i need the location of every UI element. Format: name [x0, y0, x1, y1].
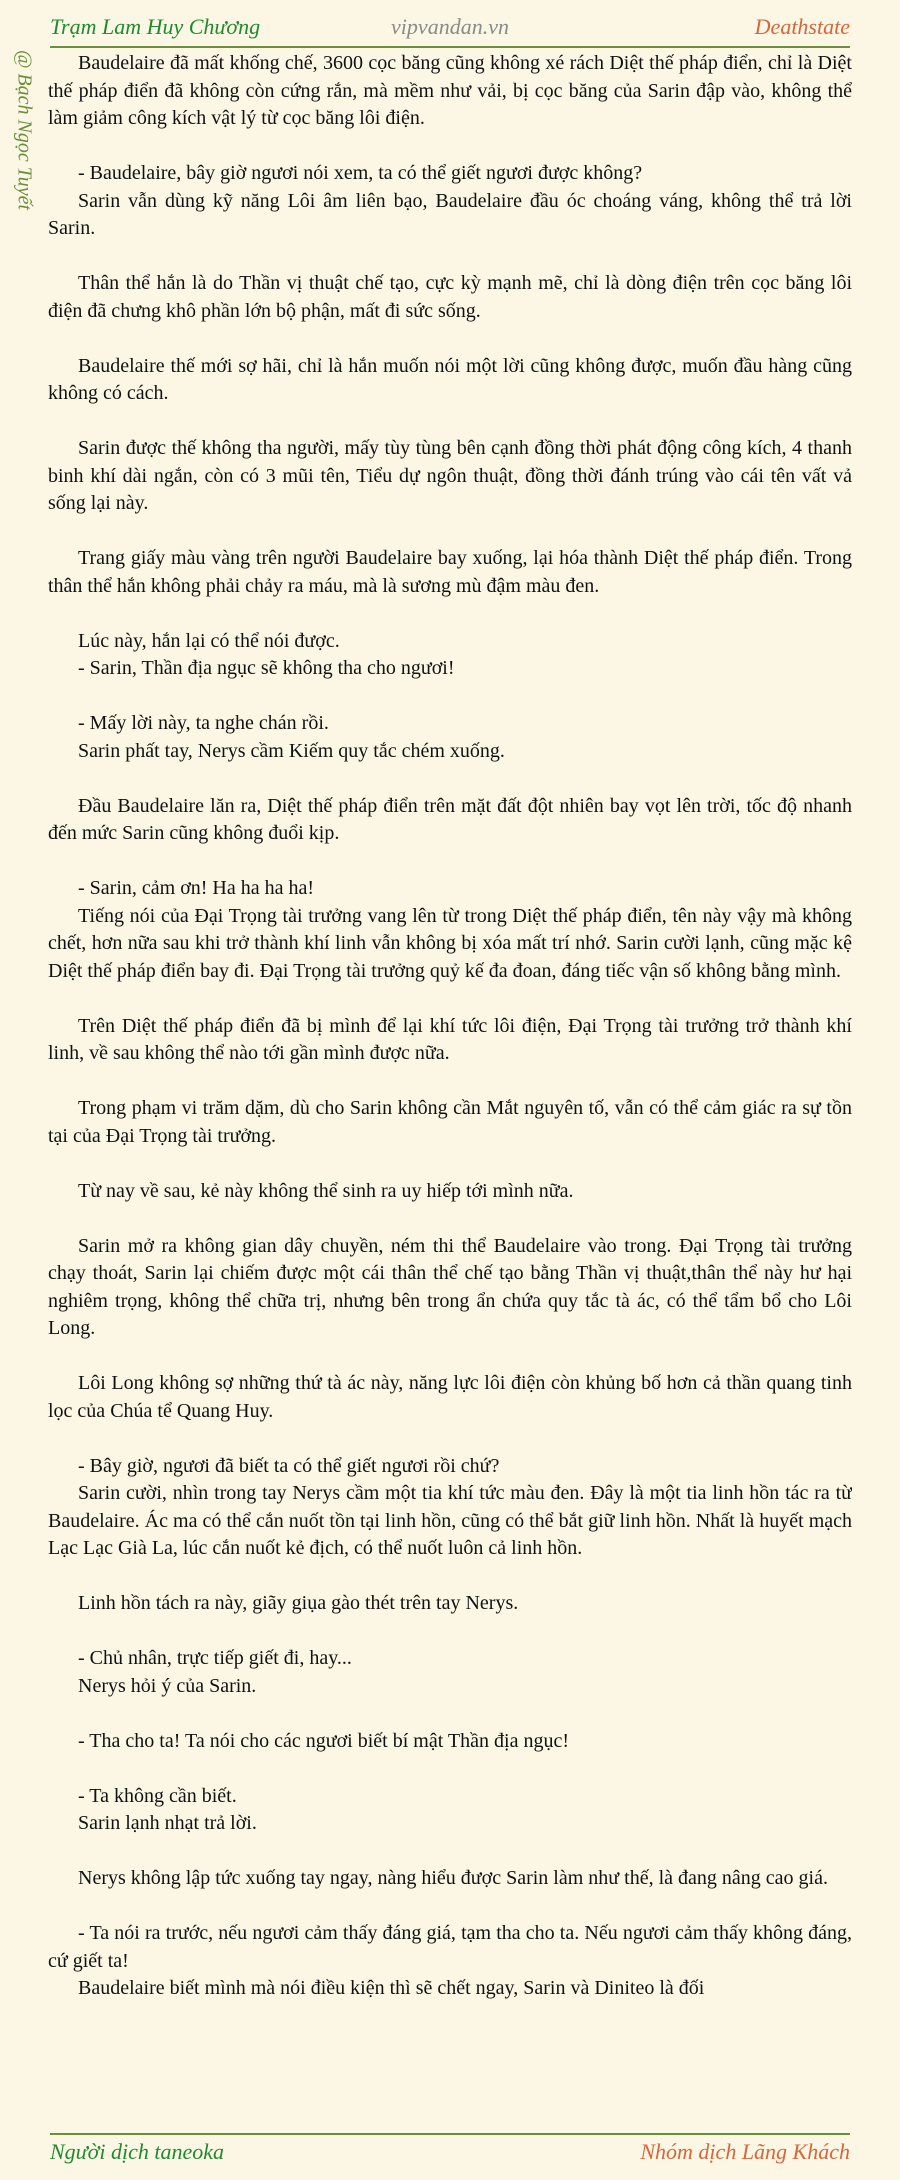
footer-translator: Người dịch taneoka: [50, 2139, 225, 2164]
paragraph: - Tha cho ta! Ta nói cho các ngươi biết bí mật Thần địa ngục!: [78, 1729, 569, 1752]
page-header: [50, 0, 850, 48]
paragraph: [48, 1755, 852, 1783]
side-watermark: [4, 50, 44, 270]
paragraph: - Ta không cần biết.: [78, 1784, 237, 1807]
paragraph: Baudelaire thế mới sợ hãi, chỉ là hắn muốn nói một lời cũng không được, muốn đầu hàng cũng không có cách.: [48, 354, 852, 404]
paragraph: Tiếng nói của Đại Trọng tài trưởng vang lên từ trong Diệt thế pháp điển, tên này vậy mà không chết, hơn nữa sau khi trở thành khí linh vẫn không bị xóa mất trí nhớ. Sarin cười lạnh, cũng mặc kệ Diệt thế pháp điển bay đi. Đại Trọng tài trưởng quỷ kế đa đoan, đáng tiếc vận số không bằng mình.: [48, 904, 852, 982]
paragraph: Trang giấy màu vàng trên người Baudelaire bay xuống, lại hóa thành Diệt thế pháp điển. Trong thân thể hắn không phải chảy ra máu, mà là sương mù đậm màu đen.: [48, 547, 852, 597]
paragraph: [48, 1068, 852, 1096]
header-website: vipvandan.vn: [391, 14, 509, 39]
paragraph: [48, 1205, 852, 1233]
paragraph: [48, 1893, 852, 1921]
paragraph: - Sarin, Thần địa ngục sẽ không tha cho ngươi!: [78, 657, 455, 679]
paragraph: - Baudelaire, bây giờ ngươi nói xem, ta có thể giết ngươi được không?: [78, 162, 643, 184]
paragraph: Đầu Baudelaire lăn ra, Diệt thế pháp điển trên mặt đất đột nhiên bay vọt lên trời, tốc độ nhanh đến mức Sarin cũng không đuổi kịp.: [48, 794, 852, 844]
paragraph: - Sarin, cảm ơn! Ha ha ha ha!: [78, 877, 315, 899]
paragraph: - Chủ nhân, trực tiếp giết đi, hay...: [78, 1647, 352, 1669]
paragraph: Nerys không lập tức xuống tay ngay, nàng hiểu được Sarin làm như thế, là đang nâng cao giá.: [78, 1867, 828, 1889]
footer-group: Nhóm dịch Lãng Khách: [640, 2139, 850, 2164]
paragraph: [48, 1838, 852, 1866]
paragraph: Trên Diệt thế pháp điển đã bị mình để lại khí tức lôi điện, Đại Trọng tài trưởng trở thành khí linh, về sau không thể nào tới gần mình được nữa.: [48, 1014, 852, 1064]
paragraph: [48, 683, 852, 711]
paragraph: [48, 518, 852, 546]
paragraph: [48, 1343, 852, 1371]
paragraph: Lúc này, hắn lại có thể nói được.: [78, 629, 340, 652]
paragraph: Sarin cười, nhìn trong tay Nerys cầm một tia khí tức màu đen. Đây là một tia linh hồn tác ra từ Baudelaire. Ác ma có thể cắn nuốt tồn tại linh hồn, cũng có thể bắt giữ linh hồn. Nhất là huyết mạch Lạc Lạc Già La, lúc cắn nuốt kẻ địch, có thể nuốt luôn cả linh hồn.: [48, 1482, 852, 1559]
paragraph: [48, 1618, 852, 1646]
paragraph: [48, 243, 852, 271]
paragraph: [48, 848, 852, 876]
paragraph: Sarin phất tay, Nerys cầm Kiếm quy tắc chém xuống.: [78, 739, 505, 762]
paragraph: - Mấy lời này, ta nghe chán rồi.: [78, 712, 329, 734]
paragraph: Baudelaire đã mất khống chế, 3600 cọc băng cũng không xé rách Diệt thế pháp điển, chỉ là Diệt thế pháp điển đã không còn cứng rắn, mà mềm như vải, bị cọc băng của Sarin đập vào, không thể làm giảm công kích vật lý từ cọc băng lôi điện.: [48, 52, 852, 129]
paragraph: Linh hồn tách ra này, giãy giụa gào thét trên tay Nerys.: [78, 1592, 519, 1614]
paragraph: [48, 1700, 852, 1728]
paragraph: [48, 408, 852, 436]
paragraph: Baudelaire biết mình mà nói điều kiện thì sẽ chết ngay, Sarin và Diniteo là đối: [78, 1977, 705, 1999]
paragraph: [48, 1425, 852, 1453]
paragraph: Trong phạm vi trăm dặm, dù cho Sarin không cần Mắt nguyên tố, vẫn có thể cảm giác ra sự tồn tại của Đại Trọng tài trưởng.: [48, 1097, 852, 1147]
paragraph: [48, 765, 852, 793]
side-watermark-text: @ Bạch Ngọc Tuyết: [13, 50, 36, 211]
paragraph: Sarin vẫn dùng kỹ năng Lôi âm liên bạo, Baudelaire đầu óc choáng váng, không thể trả lời Sarin.: [48, 189, 852, 239]
paragraph: - Bây giờ, ngươi đã biết ta có thể giết ngươi rồi chứ?: [78, 1454, 500, 1477]
paragraph: [48, 985, 852, 1013]
paragraph: [48, 1150, 852, 1178]
paragraph: [48, 1563, 852, 1591]
paragraph: Nerys hỏi ý của Sarin.: [78, 1674, 257, 1697]
chapter-body: [48, 50, 852, 2105]
page-footer: [50, 2133, 850, 2180]
paragraph: Thân thể hắn là do Thần vị thuật chế tạo, cực kỳ mạnh mẽ, chỉ là dòng điện trên cọc băng lôi điện đã chưng khô phần lớn bộ phận, mất đi sức sống.: [48, 272, 852, 322]
paragraph: [48, 325, 852, 353]
paragraph: [48, 600, 852, 628]
paragraph: Sarin mở ra không gian dây chuyền, ném thi thể Baudelaire vào trong. Đại Trọng tài trưởng chạy thoát, Sarin lại chiếm được một cái thân thể chế tạo bằng Thần vị thuật,thân thể này hư hại nghiêm trọng, không thể chữa trị, nhưng bên trong ẩn chứa quy tắc tà ác, có thể tẩm bổ cho Lôi Long.: [48, 1234, 852, 1339]
header-book-title: Deathstate: [754, 14, 850, 39]
paragraph: Từ nay về sau, kẻ này không thể sinh ra uy hiếp tới mình nữa.: [78, 1179, 574, 1202]
paragraph: Lôi Long không sợ những thứ tà ác này, năng lực lôi điện còn khủng bố hơn cả thần quang tinh lọc của Chúa tể Quang Huy.: [48, 1372, 852, 1422]
paragraph: Sarin được thế không tha người, mấy tùy tùng bên cạnh đồng thời phát động công kích, 4 thanh binh khí dài ngắn, còn có 3 mũi tên, Tiểu dự ngôn thuật, đồng thời đánh trúng vào cái tên vất vả sống lại này.: [48, 437, 852, 514]
paragraph: - Ta nói ra trước, nếu ngươi cảm thấy đáng giá, tạm tha cho ta. Nếu ngươi cảm thấy không đáng, cứ giết ta!: [48, 1922, 852, 1972]
header-site-title: Trạm Lam Huy Chương: [50, 14, 261, 39]
paragraph: [48, 133, 852, 161]
paragraph: Sarin lạnh nhạt trả lời.: [78, 1812, 257, 1834]
